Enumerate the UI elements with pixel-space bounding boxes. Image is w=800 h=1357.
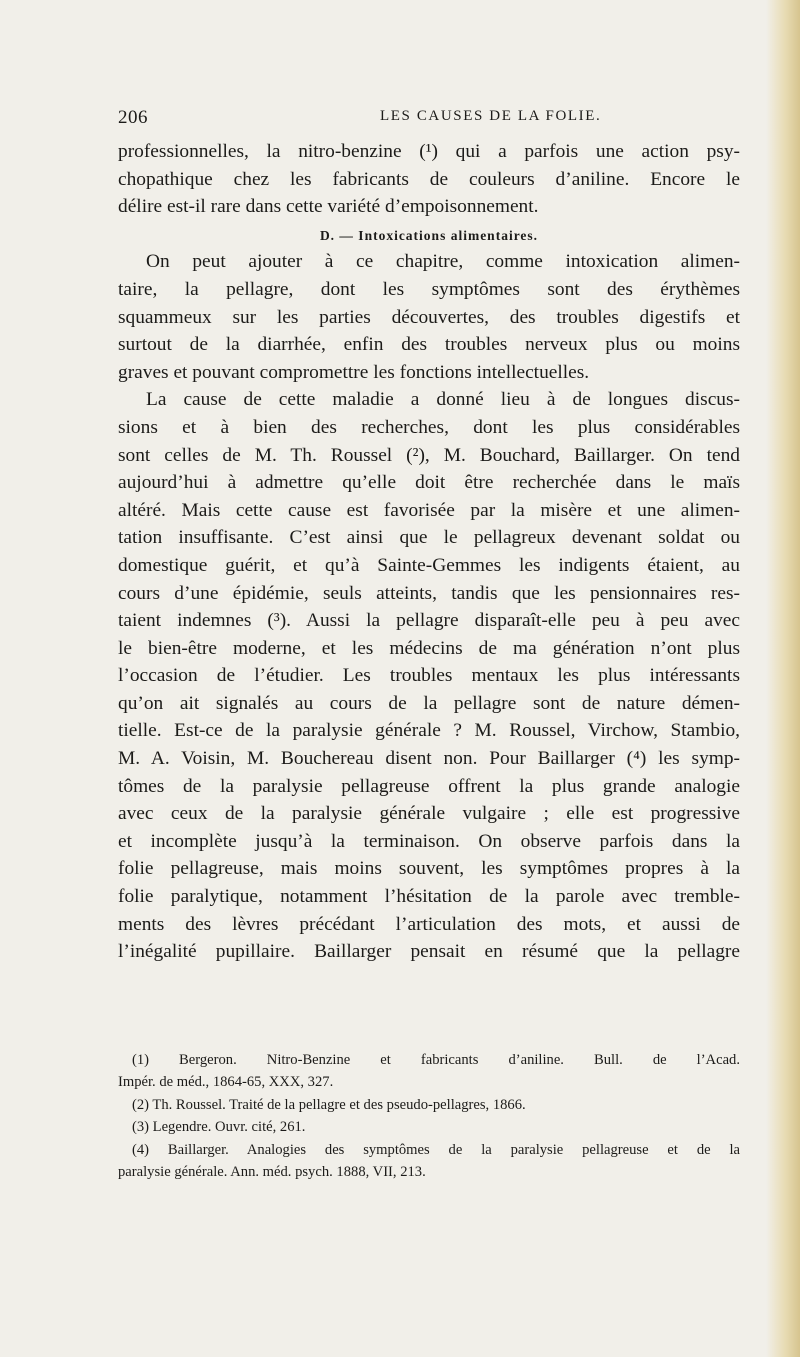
page-edge-discoloration xyxy=(766,0,800,1357)
text-line: folie pellagreuse, mais moins souvent, les symptômes propres à la xyxy=(118,858,740,880)
text-line: qu’on ait signalés au cours de la pellagre sont de nature démen- xyxy=(118,692,740,714)
footnote-line: (4) Baillarger. Analogies des symptômes de la paralysie pellagreuse et de la xyxy=(132,1141,740,1158)
footnote-line: (3) Legendre. Ouvr. cité, 261. xyxy=(132,1119,306,1136)
footnote-line: (1) Bergeron. Nitro-Benzine et fabricants d’aniline. Bull. de l’Acad. xyxy=(132,1052,740,1068)
footnotes xyxy=(118,1049,740,1183)
text-line: sont celles de M. Th. Roussel (²), M. Bouchard, Baillarger. On tend xyxy=(118,444,740,466)
text-line: tation insuffisante. C’est ainsi que le pellagreux devenant soldat ou xyxy=(118,527,740,549)
text-line: taient indemnes (³). Aussi la pellagre disparaît-elle peu à peu avec xyxy=(118,610,740,632)
running-head xyxy=(118,107,740,129)
text-line: sions et à bien des recherches, dont les plus considérables xyxy=(118,416,740,438)
text-line: chopathique chez les fabricants de couleurs d’aniline. Encore le xyxy=(118,168,740,190)
body-text xyxy=(118,138,740,966)
text-line: tômes de la paralysie pellagreuse offrent la plus grande analogie xyxy=(118,775,740,797)
text-line: La cause de cette maladie a donné lieu à de longues discus- xyxy=(146,389,740,411)
text-line: professionnelles, la nitro-benzine (¹) qui a parfois une action psy- xyxy=(118,141,740,162)
footnote-line: paralysie générale. Ann. méd. psych. 1888, VII, 213. xyxy=(118,1164,426,1181)
text-line: surtout de la diarrhée, enfin des troubles nerveux plus ou moins xyxy=(118,334,740,356)
footnote-line: (2) Th. Roussel. Traité de la pellagre et des pseudo-pellagres, 1866. xyxy=(132,1096,526,1113)
text-line: taire, la pellagre, dont les symptômes sont des érythèmes xyxy=(118,278,740,300)
text-line: et incomplète jusqu’à la terminaison. On observe parfois dans la xyxy=(118,830,740,852)
text-line: M. A. Voisin, M. Bouchereau disent non. Pour Baillarger (⁴) les symp- xyxy=(118,748,740,770)
text-line: cours d’une épidémie, seuls atteints, tandis que les pensionnaires res- xyxy=(118,582,740,604)
text-line: délire est-il rare dans cette variété d’empoisonnement. xyxy=(118,196,539,218)
text-line: l’occasion de l’étudier. Les troubles mentaux les plus intéressants xyxy=(118,665,740,687)
text-line: ments des lèvres précédant l’articulation des mots, et aussi de xyxy=(118,913,740,935)
text-line: On peut ajouter à ce chapitre, comme intoxication alimen- xyxy=(146,251,740,273)
section-heading: D. — Intoxications alimentaires. xyxy=(319,227,539,243)
text-line: domestique guérit, et qu’à Sainte-Gemmes les indigents étaient, au xyxy=(118,554,740,576)
page-number: 206 xyxy=(118,107,148,128)
text-line: le bien-être moderne, et les médecins de ma génération n’ont plus xyxy=(118,637,740,659)
text-line: folie paralytique, notamment l’hésitation de la parole avec tremble- xyxy=(118,886,740,908)
text-line: altéré. Mais cette cause est favorisée par la misère et une alimen- xyxy=(118,499,740,521)
text-line: squammeux sur les parties découvertes, des troubles digestifs et xyxy=(118,306,740,328)
text-line: aujourd’hui à admettre qu’elle doit être recherchée dans le maïs xyxy=(118,472,740,494)
text-line: l’inégalité pupillaire. Baillarger pensait en résumé que la pellagre xyxy=(118,941,740,963)
text-line: avec ceux de la paralysie générale vulgaire ; elle est progressive xyxy=(118,803,740,825)
text-line: graves et pouvant compromettre les fonctions intellectuelles. xyxy=(118,361,590,383)
running-title: LES CAUSES DE LA FOLIE. xyxy=(380,108,602,124)
footnote-line: Impér. de méd., 1864-65, XXX, 327. xyxy=(118,1074,334,1091)
text-line: tielle. Est-ce de la paralysie générale ? M. Roussel, Virchow, Stambio, xyxy=(118,720,740,742)
